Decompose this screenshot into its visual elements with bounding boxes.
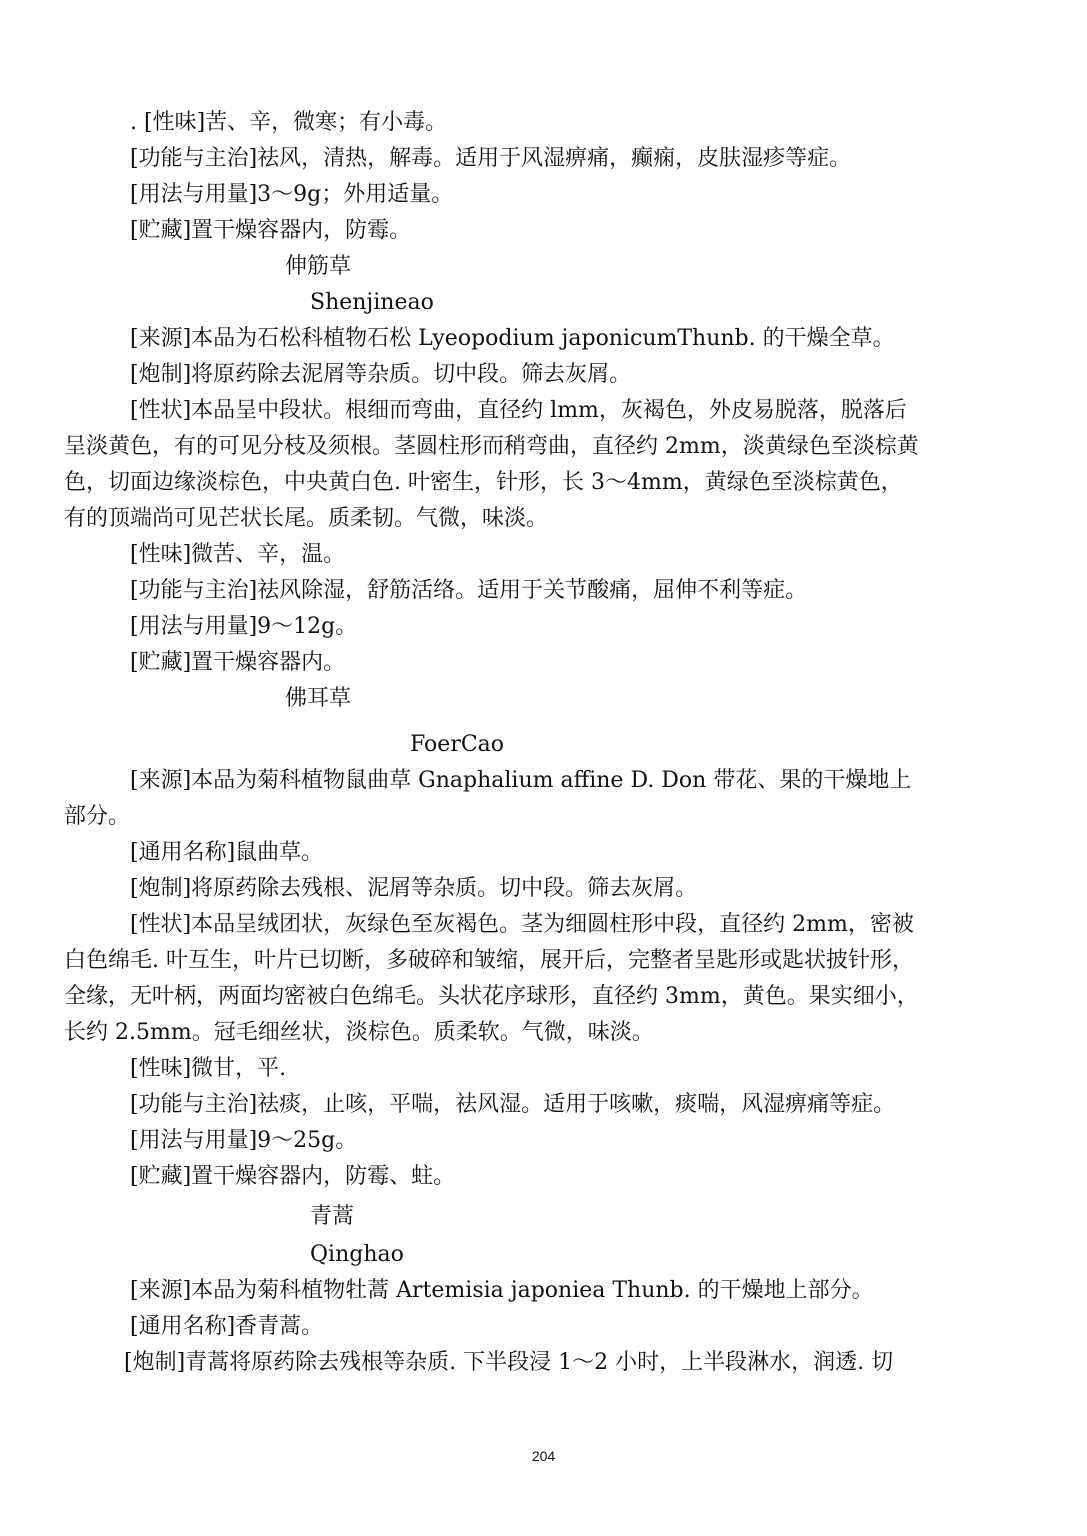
text-line: 白色绵毛. 叶互生，叶片已切断，多破碎和皱缩，展开后，完整者呈匙形或匙状披针形， (64, 948, 914, 973)
text-line: [炮制]青蒿将原药除去残根等杂质. 下半段浸 1～2 小时，上半段淋水，润透. 切 (124, 1350, 894, 1375)
text-line: [贮藏]置干燥容器内，防霉。 (130, 218, 412, 243)
herb-heading: 青蒿 (310, 1204, 355, 1229)
text-line: [通用名称]鼠曲草。 (130, 840, 324, 865)
herb-heading: 伸筋草 (285, 254, 352, 279)
text-line: [功能与主治]祛痰，止咳，平喘，祛风湿。适用于咳嗽，痰喘，风湿痹痛等症。 (130, 1092, 896, 1117)
text-line: [性状]本品呈中段状。根细而弯曲，直径约 lmm，灰褐色，外皮易脱落，脱落后 (130, 398, 907, 423)
text-line: 长约 2.5mm。冠毛细丝状，淡棕色。质柔软。气微，味淡。 (64, 1020, 654, 1045)
text-line: [炮制]将原药除去泥屑等杂质。切中段。筛去灰屑。 (130, 362, 632, 387)
text-line: [用法与用量]9～25g。 (130, 1128, 358, 1153)
herb-pinyin: Shenjineao (310, 290, 434, 315)
text-line: [性状]本品呈绒团状，灰绿色至灰褐色。茎为细圆柱形中段，直径约 2mm，密被 (130, 912, 914, 937)
text-line: [性味]微甘，平. (130, 1056, 287, 1081)
page-number: 204 (531, 1448, 556, 1464)
text-line: [用法与用量]9～12g。 (130, 614, 358, 639)
text-line: [用法与用量]3～9g；外用适量。 (130, 182, 454, 207)
text-line: [贮藏]置干燥容器内，防霉、蛀。 (130, 1164, 456, 1189)
herb-pinyin: Qinghao (310, 1242, 404, 1267)
text-line: [贮藏]置干燥容器内。 (130, 650, 346, 675)
text-line: 色，切面边缘淡棕色，中央黄白色. 叶密生，针形，长 3～4mm，黄绿色至淡棕黄色， (64, 470, 903, 495)
herb-pinyin: FoerCao (410, 732, 505, 757)
herb-heading: 佛耳草 (285, 686, 352, 711)
text-line: [通用名称]香青蒿。 (130, 1314, 324, 1339)
text-line: 有的顶端尚可见芒状长尾。质柔韧。气微，味淡。 (64, 506, 549, 531)
text-line: [来源]本品为菊科植物鼠曲草 Gnaphalium affine D. Don 带花、果的干燥地上 (130, 768, 912, 793)
text-line: [功能与主治]祛风，清热，解毒。适用于风湿痹痛，癫痫，皮肤湿疹等症。 (130, 146, 852, 171)
text-line: [炮制]将原药除去残根、泥屑等杂质。切中段。筛去灰屑。 (130, 876, 698, 901)
text-line: [性味]微苦、辛，温。 (130, 542, 346, 567)
text-line: . [性味]苦、辛，微寒；有小毒。 (130, 110, 448, 135)
text-line: [来源]本品为石松科植物石松 Lyeopodium japonicumThunb. 的干燥全草。 (130, 326, 895, 351)
text-line: [来源]本品为菊科植物牡蒿 Artemisia japoniea Thunb. 的干燥地上部分。 (130, 1278, 874, 1303)
text-line: 全缘，无叶柄，两面均密被白色绵毛。头状花序球形，直径约 3mm，黄色。果实细小， (64, 984, 919, 1009)
text-line: 呈淡黄色，有的可见分枝及须根。茎圆柱形而稍弯曲，直径约 2mm，淡黄绿色至淡棕黄 (64, 434, 919, 459)
text-line: [功能与主治]祛风除湿，舒筋活络。适用于关节酸痛，屈伸不利等症。 (130, 578, 808, 603)
text-line: 部分。 (64, 804, 131, 829)
